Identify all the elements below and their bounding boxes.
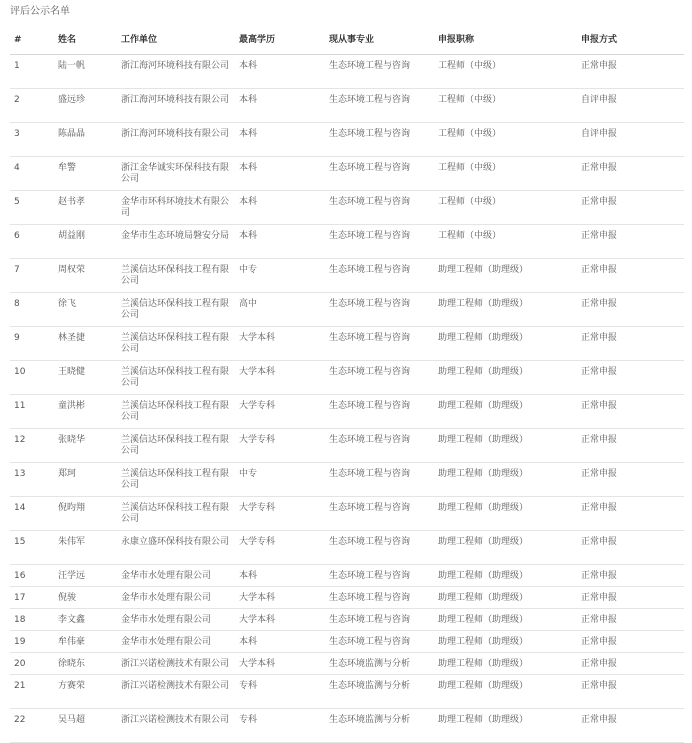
cell-name: 赵书孝 [54,191,117,225]
cell-mode: 正常申报 [577,675,684,709]
cell-name: 徐晓东 [54,653,117,675]
cell-mode: 正常申报 [577,609,684,631]
cell-major: 生态环境监测与分析 [325,653,434,675]
cell-mode: 正常申报 [577,587,684,609]
cell-title: 助理工程师（助理级） [434,565,577,587]
cell-mode: 正常申报 [577,259,684,293]
cell-unit: 浙江海河环境科技有限公司 [117,55,235,89]
cell-education: 大学专科 [235,395,325,429]
cell-major: 生态环境工程与咨询 [325,463,434,497]
cell-number: 11 [10,395,54,429]
cell-mode: 正常申报 [577,293,684,327]
cell-unit: 兰溪信达环保科技工程有限公司 [117,327,235,361]
cell-number: 5 [10,191,54,225]
table-row [10,429,684,463]
cell-mode: 正常申报 [577,565,684,587]
cell-number: 12 [10,429,54,463]
cell-unit: 浙江海河环境科技有限公司 [117,123,235,157]
cell-mode: 正常申报 [577,653,684,675]
cell-unit: 金华市生态环境局磐安分局 [117,225,235,259]
cell-education: 高中 [235,293,325,327]
cell-mode: 正常申报 [577,191,684,225]
table-row [10,395,684,429]
cell-mode: 自评申报 [577,123,684,157]
cell-number: 3 [10,123,54,157]
table-row [10,609,684,631]
table-row [10,709,684,743]
cell-name: 朱伟军 [54,531,117,565]
cell-title: 助理工程师（助理级） [434,429,577,463]
column-header-name: 姓名 [54,31,117,55]
cell-number: 21 [10,675,54,709]
cell-major: 生态环境工程与咨询 [325,587,434,609]
cell-education: 中专 [235,259,325,293]
cell-title: 助理工程师（助理级） [434,631,577,653]
column-header-education: 最高学历 [235,31,325,55]
table-row [10,587,684,609]
cell-name: 牟警 [54,157,117,191]
cell-title: 助理工程师（助理级） [434,293,577,327]
cell-number: 19 [10,631,54,653]
cell-unit: 永康立盛环保科技有限公司 [117,531,235,565]
table-header [10,31,684,55]
cell-title: 助理工程师（助理级） [434,259,577,293]
cell-education: 专科 [235,675,325,709]
cell-education: 大学本科 [235,609,325,631]
cell-number: 10 [10,361,54,395]
cell-unit: 金华市水处理有限公司 [117,609,235,631]
cell-mode: 正常申报 [577,225,684,259]
cell-title: 助理工程师（助理级） [434,675,577,709]
cell-unit: 浙江海河环境科技有限公司 [117,89,235,123]
table-row [10,675,684,709]
cell-unit: 兰溪信达环保科技工程有限公司 [117,395,235,429]
cell-name: 倪骏 [54,587,117,609]
cell-name: 林圣捷 [54,327,117,361]
cell-name: 陆一帆 [54,55,117,89]
cell-major: 生态环境工程与咨询 [325,293,434,327]
column-header-mode: 申报方式 [577,31,684,55]
cell-number: 8 [10,293,54,327]
cell-major: 生态环境监测与分析 [325,709,434,743]
cell-mode: 正常申报 [577,361,684,395]
table-row [10,55,684,89]
column-header-major: 现从事专业 [325,31,434,55]
column-header-number: # [10,31,54,55]
table-row [10,497,684,531]
cell-education: 大学本科 [235,587,325,609]
cell-title: 助理工程师（助理级） [434,361,577,395]
cell-education: 本科 [235,191,325,225]
table-row [10,191,684,225]
cell-unit: 金华市环科环境技术有限公司 [117,191,235,225]
table-row [10,565,684,587]
cell-education: 大学本科 [235,653,325,675]
table-row [10,327,684,361]
cell-education: 大学专科 [235,531,325,565]
cell-major: 生态环境工程与咨询 [325,609,434,631]
cell-major: 生态环境工程与咨询 [325,631,434,653]
cell-title: 助理工程师（助理级） [434,709,577,743]
cell-major: 生态环境工程与咨询 [325,327,434,361]
header-row [10,31,684,55]
table-row [10,463,684,497]
cell-title: 工程师（中级） [434,89,577,123]
cell-title: 助理工程师（助理级） [434,497,577,531]
cell-education: 本科 [235,565,325,587]
table-row [10,157,684,191]
cell-name: 周权荣 [54,259,117,293]
cell-number: 6 [10,225,54,259]
cell-title: 工程师（中级） [434,123,577,157]
cell-name: 牟伟豪 [54,631,117,653]
cell-number: 1 [10,55,54,89]
cell-unit: 兰溪信达环保科技工程有限公司 [117,429,235,463]
cell-education: 本科 [235,89,325,123]
cell-major: 生态环境工程与咨询 [325,157,434,191]
cell-number: 22 [10,709,54,743]
cell-unit: 浙江金华诚实环保科技有限公司 [117,157,235,191]
cell-education: 本科 [235,631,325,653]
cell-title: 工程师（中级） [434,225,577,259]
cell-title: 助理工程师（助理级） [434,531,577,565]
table-row [10,89,684,123]
table-row [10,531,684,565]
cell-major: 生态环境工程与咨询 [325,429,434,463]
cell-number: 13 [10,463,54,497]
cell-education: 大学本科 [235,327,325,361]
cell-major: 生态环境工程与咨询 [325,531,434,565]
cell-number: 4 [10,157,54,191]
cell-education: 大学专科 [235,497,325,531]
cell-education: 大学本科 [235,361,325,395]
cell-number: 9 [10,327,54,361]
cell-number: 15 [10,531,54,565]
cell-title: 助理工程师（助理级） [434,395,577,429]
cell-name: 王晓健 [54,361,117,395]
cell-major: 生态环境监测与分析 [325,675,434,709]
cell-education: 本科 [235,55,325,89]
cell-number: 14 [10,497,54,531]
cell-mode: 正常申报 [577,463,684,497]
cell-mode: 正常申报 [577,531,684,565]
cell-major: 生态环境工程与咨询 [325,565,434,587]
cell-title: 工程师（中级） [434,191,577,225]
cell-unit: 兰溪信达环保科技工程有限公司 [117,259,235,293]
cell-title: 工程师（中级） [434,157,577,191]
cell-unit: 兰溪信达环保科技工程有限公司 [117,293,235,327]
cell-education: 大学专科 [235,429,325,463]
table-row [10,653,684,675]
cell-education: 本科 [235,157,325,191]
cell-name: 张晓华 [54,429,117,463]
list-caption: 评后公示名单 [10,6,70,17]
cell-mode: 正常申报 [577,157,684,191]
cell-unit: 浙江兴诺检测技术有限公司 [117,709,235,743]
cell-education: 专科 [235,709,325,743]
table-row [10,225,684,259]
cell-major: 生态环境工程与咨询 [325,89,434,123]
table-row [10,293,684,327]
cell-name: 胡益刚 [54,225,117,259]
cell-education: 本科 [235,225,325,259]
table-body [10,55,684,743]
cell-unit: 兰溪信达环保科技工程有限公司 [117,463,235,497]
cell-mode: 正常申报 [577,55,684,89]
cell-name: 吴马超 [54,709,117,743]
cell-unit: 兰溪信达环保科技工程有限公司 [117,361,235,395]
cell-unit: 金华市水处理有限公司 [117,587,235,609]
applicant-table [10,31,684,743]
cell-name: 倪昀翔 [54,497,117,531]
cell-mode: 正常申报 [577,709,684,743]
cell-mode: 自评申报 [577,89,684,123]
table-row [10,259,684,293]
cell-name: 童洪彬 [54,395,117,429]
cell-unit: 金华市水处理有限公司 [117,565,235,587]
cell-name: 陈晶晶 [54,123,117,157]
cell-number: 2 [10,89,54,123]
cell-name: 汪学远 [54,565,117,587]
cell-title: 助理工程师（助理级） [434,327,577,361]
cell-mode: 正常申报 [577,327,684,361]
cell-title: 助理工程师（助理级） [434,653,577,675]
cell-major: 生态环境工程与咨询 [325,191,434,225]
cell-number: 7 [10,259,54,293]
cell-number: 16 [10,565,54,587]
cell-mode: 正常申报 [577,429,684,463]
cell-title: 助理工程师（助理级） [434,587,577,609]
column-header-unit: 工作单位 [117,31,235,55]
cell-unit: 浙江兴诺检测技术有限公司 [117,675,235,709]
cell-mode: 正常申报 [577,631,684,653]
cell-name: 方赛荣 [54,675,117,709]
cell-major: 生态环境工程与咨询 [325,361,434,395]
cell-name: 徐飞 [54,293,117,327]
cell-major: 生态环境工程与咨询 [325,55,434,89]
cell-major: 生态环境工程与咨询 [325,225,434,259]
cell-education: 中专 [235,463,325,497]
cell-title: 助理工程师（助理级） [434,463,577,497]
cell-mode: 正常申报 [577,395,684,429]
cell-number: 18 [10,609,54,631]
cell-mode: 正常申报 [577,497,684,531]
cell-unit: 浙江兴诺检测技术有限公司 [117,653,235,675]
column-header-title: 申报职称 [434,31,577,55]
cell-unit: 兰溪信达环保科技工程有限公司 [117,497,235,531]
cell-major: 生态环境工程与咨询 [325,395,434,429]
cell-number: 17 [10,587,54,609]
table-row [10,361,684,395]
cell-title: 工程师（中级） [434,55,577,89]
cell-major: 生态环境工程与咨询 [325,123,434,157]
cell-name: 盛远珍 [54,89,117,123]
cell-number: 20 [10,653,54,675]
cell-title: 助理工程师（助理级） [434,609,577,631]
cell-major: 生态环境工程与咨询 [325,259,434,293]
cell-name: 李文鑫 [54,609,117,631]
cell-major: 生态环境工程与咨询 [325,497,434,531]
cell-name: 郑珂 [54,463,117,497]
table-row [10,631,684,653]
cell-unit: 金华市水处理有限公司 [117,631,235,653]
cell-education: 本科 [235,123,325,157]
table-row [10,123,684,157]
